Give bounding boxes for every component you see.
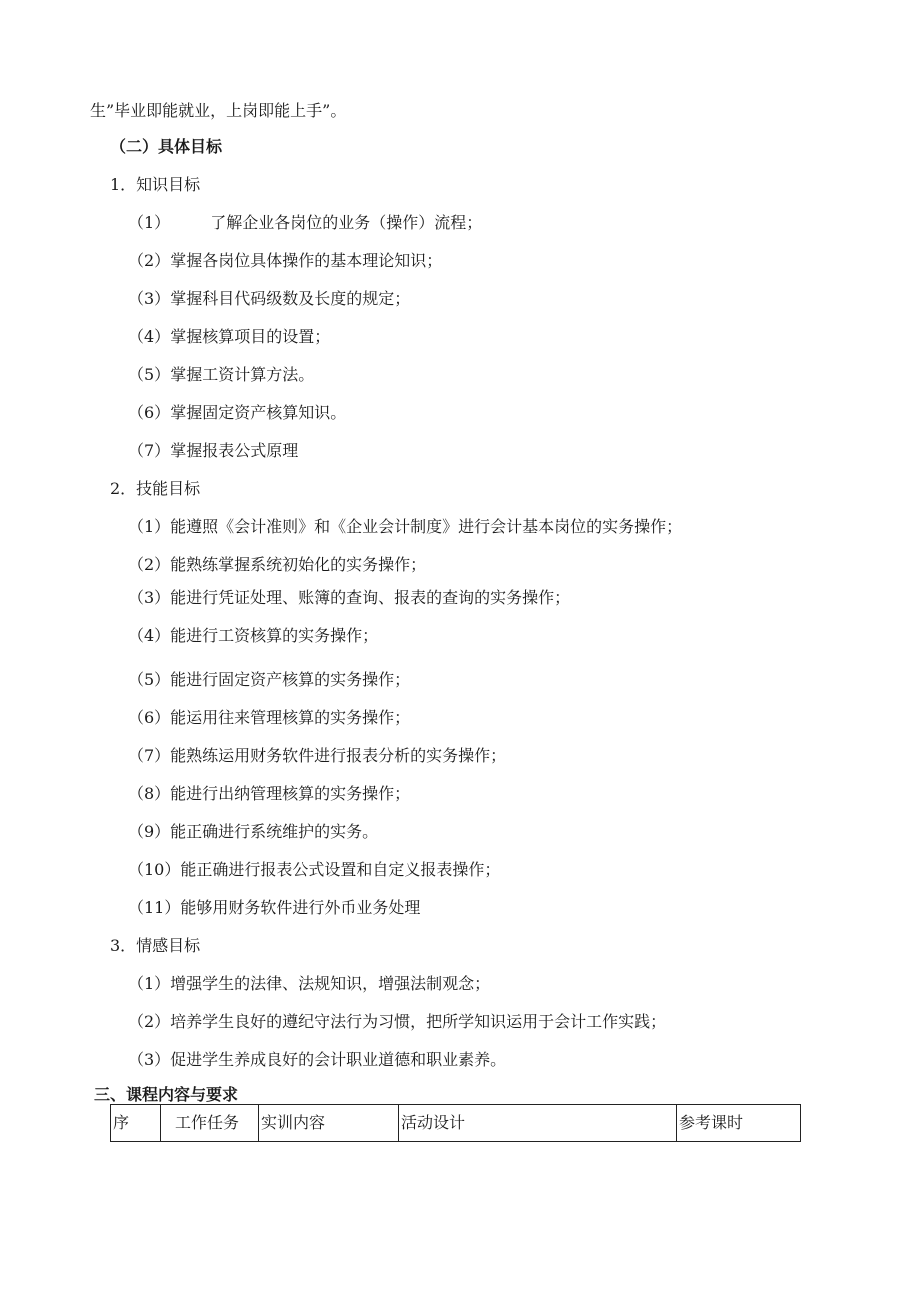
knowledge-item [128,441,298,461]
emotion-item: （1）增强学生的法律、法规知识，增强法制观念； [128,974,491,993]
table-header-cell: 工作任务 [161,1105,259,1142]
emotion-item: （2）培养学生良好的遵纪守法行为习惯，把所学知识运用于会计工作实践； [128,1012,667,1031]
skill-item: （4）能进行工资核算的实务操作； [128,626,379,645]
knowledge-item-num: （1） [128,213,171,232]
knowledge-item-text: 掌握核算项目的设置； [170,327,331,346]
knowledge-item [128,289,410,309]
course-table [110,1104,801,1142]
table-header-row [111,1105,801,1142]
knowledge-item [128,365,314,385]
section-course-content: 三、课程内容与要求 [94,1085,239,1104]
emotion-item: （3）促进学生养成良好的会计职业道德和职业素养。 [128,1050,507,1069]
knowledge-heading: 1．知识目标 [110,175,201,194]
knowledge-item-text: 掌握固定资产核算知识。 [170,403,347,422]
knowledge-item-text: 了解企业各岗位的业务（操作）流程； [210,213,483,232]
skill-item: （2）能熟练掌握系统初始化的实务操作； [128,555,427,574]
knowledge-item-text: 掌握工资计算方法。 [170,365,315,384]
knowledge-item-num: （3） [128,289,171,308]
intro-tail: 生”毕业即能就业，上岗即能上手”。 [90,101,347,120]
skill-item: （9）能正确进行系统维护的实务。 [128,822,379,841]
knowledge-item [128,213,482,233]
knowledge-item-text: 掌握各岗位具体操作的基本理论知识； [170,251,443,270]
knowledge-item [128,403,346,423]
skill-item: （5）能进行固定资产核算的实务操作； [128,670,411,689]
knowledge-item-num: （5） [128,365,171,384]
knowledge-item-num: （4） [128,327,171,346]
knowledge-item-text: 掌握科目代码级数及长度的规定； [170,289,411,308]
skill-item: （8）能进行出纳管理核算的实务操作； [128,784,411,803]
skill-item: （7）能熟练运用财务软件进行报表分析的实务操作； [128,746,507,765]
knowledge-item [128,251,442,271]
skill-item: （1）能遵照《会计准则》和《企业会计制度》进行会计基本岗位的实务操作； [128,517,683,536]
section-specific-goals: （二）具体目标 [110,137,223,156]
skill-item: （6）能运用往来管理核算的实务操作； [128,708,411,727]
skill-item: （11）能够用财务软件进行外币业务处理 [128,898,421,917]
emotion-heading: 3．情感目标 [110,936,201,955]
table-header-cell: 活动设计 [399,1105,677,1142]
knowledge-item-num: （2） [128,251,171,270]
table-header-cell: 实训内容 [259,1105,399,1142]
knowledge-item-text: 掌握报表公式原理 [170,441,299,460]
skill-heading: 2．技能目标 [110,479,201,498]
skill-item: （10）能正确进行报表公式设置和自定义报表操作； [128,860,501,879]
table-header-cell: 序 [111,1105,161,1142]
knowledge-item-num: （6） [128,403,171,422]
table-header-cell: 参考课时 [677,1105,801,1142]
knowledge-item-num: （7） [128,441,171,460]
knowledge-item [128,327,330,347]
skill-item: （3）能进行凭证处理、账簿的查询、报表的查询的实务操作； [128,588,571,607]
